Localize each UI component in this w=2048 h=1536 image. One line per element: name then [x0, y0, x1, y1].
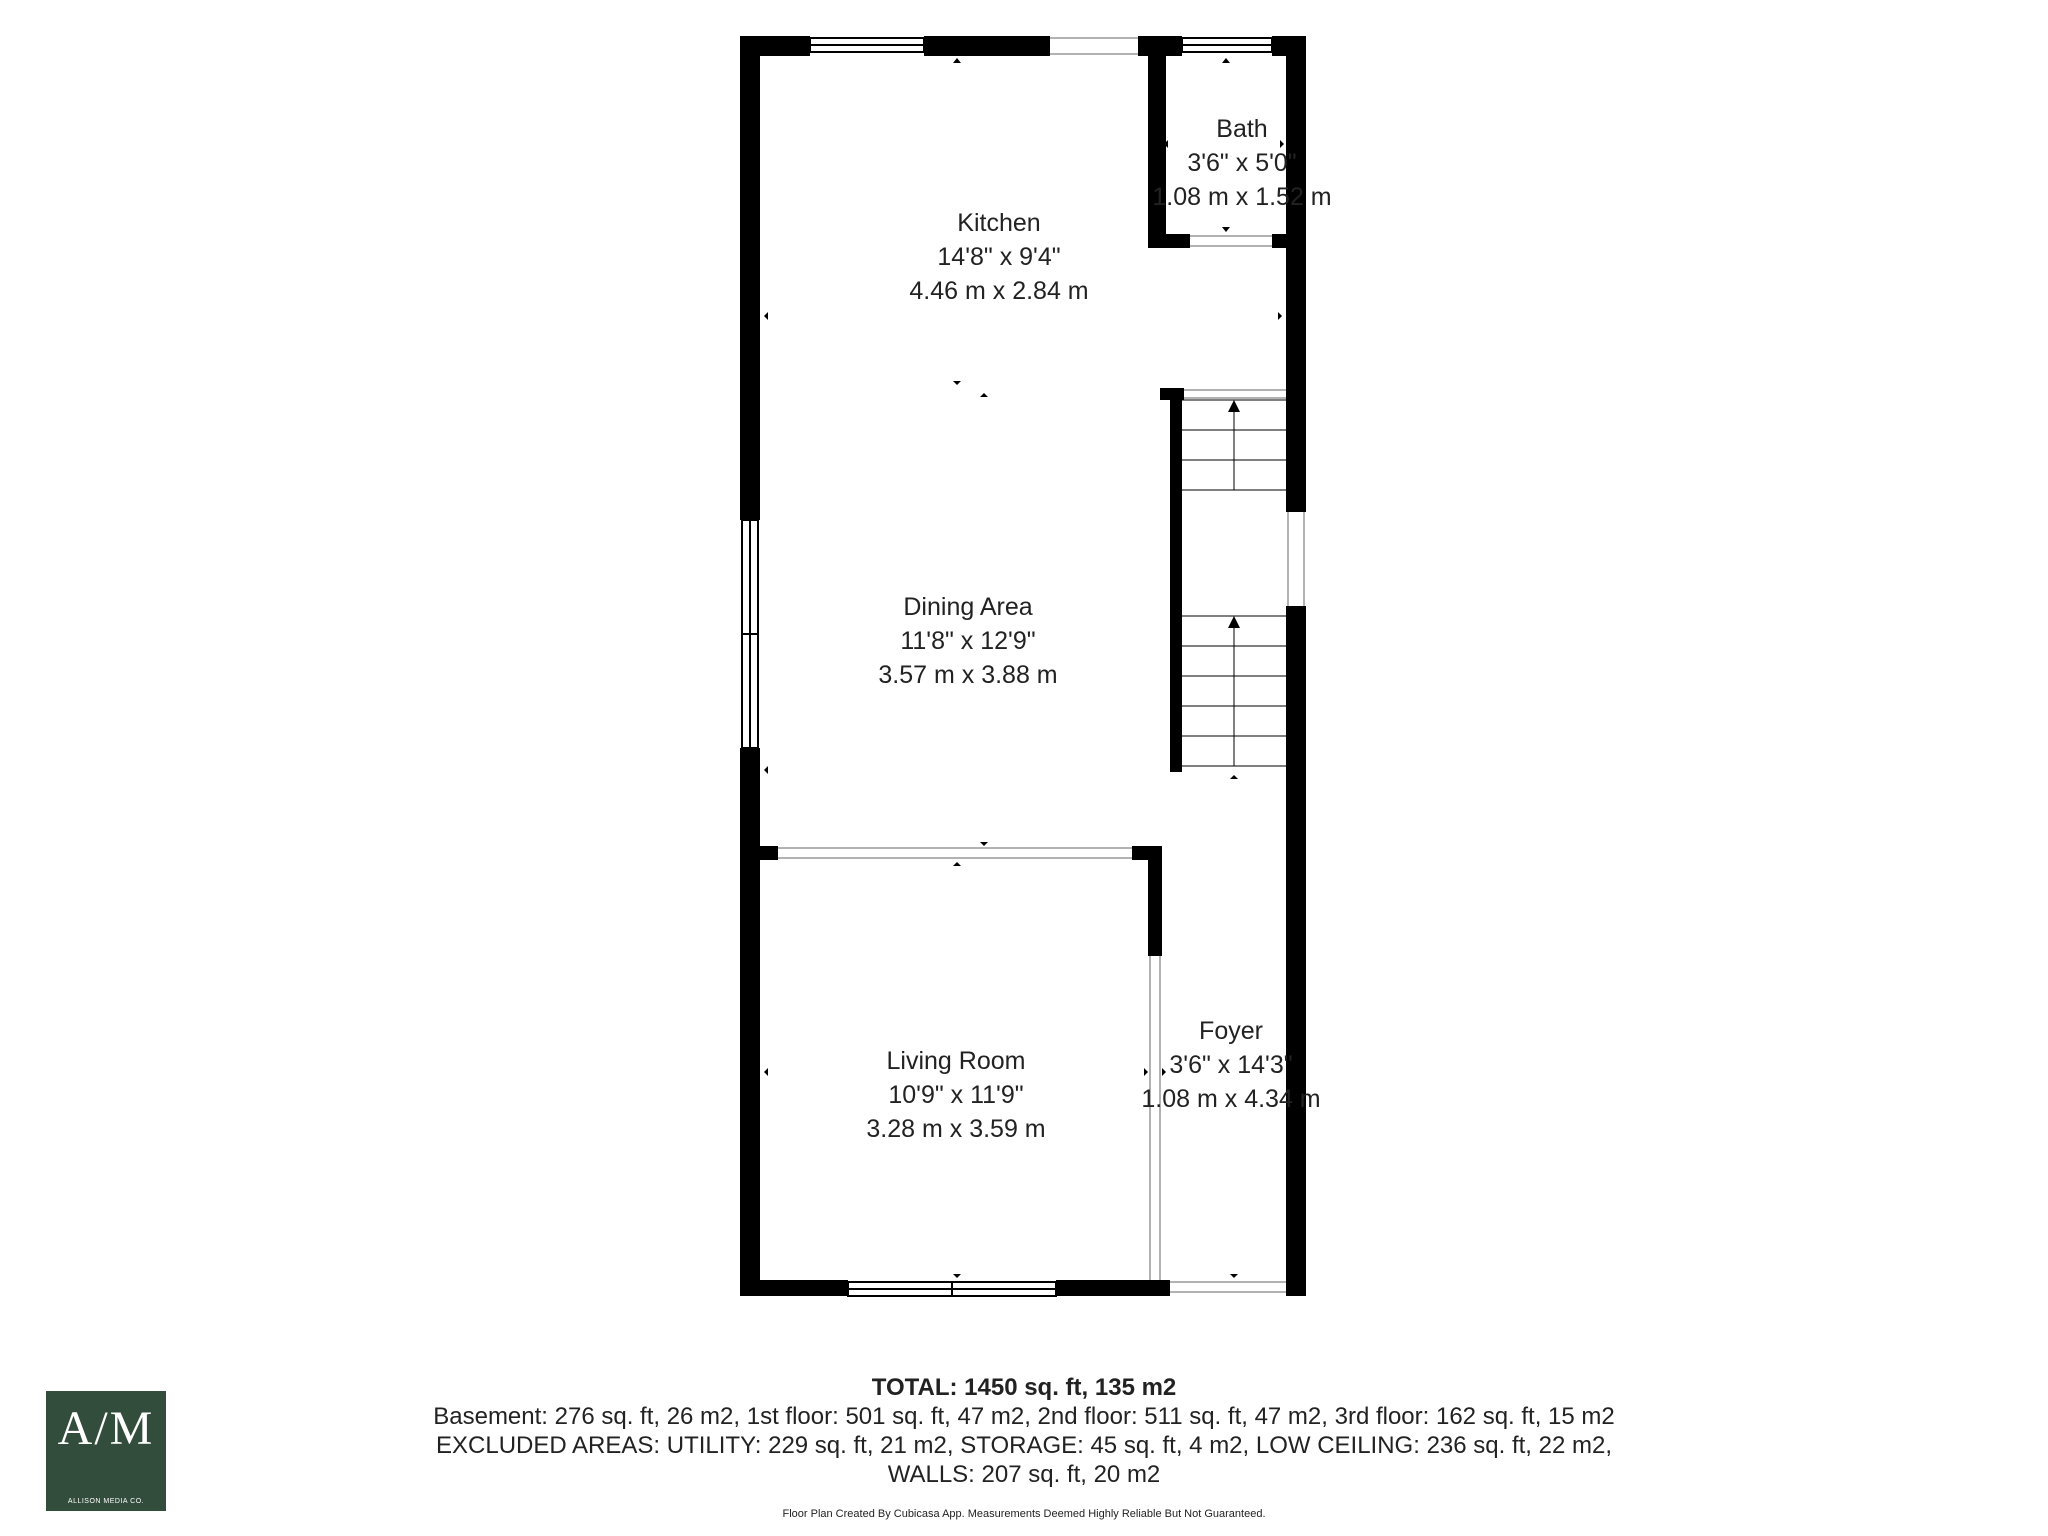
- area-summary: [0, 1374, 2048, 1489]
- room-label-bath: [1152, 112, 1331, 214]
- wall-living-top-left: [740, 846, 778, 860]
- room-imperial: 3'6" x 14'3": [1169, 1051, 1293, 1079]
- logo-monogram: A/M: [57, 1402, 155, 1455]
- room-name: Dining Area: [903, 593, 1033, 621]
- walls-area: WALLS: 207 sq. ft, 20 m2: [887, 1461, 1161, 1488]
- wall-bath-bottom-1: [1148, 234, 1190, 248]
- floor-areas: Basement: 276 sq. ft, 26 m2, 1st floor: 501 sq. ft, 47 m2, 2nd floor: 511 sq. ft, 47 m2, 3rd floor: 162 sq. ft, 15 m2: [433, 1403, 1615, 1430]
- room-name: Living Room: [886, 1047, 1026, 1075]
- logo-brand: ALLISON MEDIA CO.: [67, 1498, 145, 1505]
- wall-top-2: [924, 36, 1050, 56]
- stair-arrow-up-icon: [1228, 400, 1240, 412]
- logo: [46, 1391, 166, 1511]
- disclaimer: Floor Plan Created By Cubicasa App. Measurements Deemed Highly Reliable But Not Guaranteed.: [782, 1508, 1266, 1520]
- room-metric: 1.08 m x 1.52 m: [1152, 183, 1332, 211]
- room-imperial: 10'9" x 11'9": [888, 1081, 1024, 1109]
- room-label-foyer: [1141, 1014, 1320, 1116]
- wall-stair-left: [1170, 388, 1182, 772]
- room-imperial: 3'6" x 5'0": [1187, 149, 1297, 177]
- room-label-kitchen: [909, 206, 1088, 308]
- room-imperial: 14'8" x 9'4": [937, 243, 1061, 271]
- excluded-areas: EXCLUDED AREAS: UTILITY: 229 sq. ft, 21 m2, STORAGE: 45 sq. ft, 4 m2, LOW CEILING: 236 sq. ft, 22 m2,: [436, 1432, 1612, 1459]
- wall-top-1: [740, 36, 810, 56]
- wall-right-upper: [1286, 36, 1306, 512]
- wall-bath-bottom-2: [1272, 234, 1286, 248]
- room-name: Bath: [1216, 115, 1268, 143]
- wall-living-right: [1148, 846, 1162, 956]
- room-name: Kitchen: [957, 209, 1041, 237]
- room-imperial: 11'8" x 12'9": [900, 627, 1036, 655]
- room-metric: 1.08 m x 4.34 m: [1141, 1085, 1321, 1113]
- total-area: TOTAL: 1450 sq. ft, 135 m2: [871, 1374, 1177, 1401]
- stairs: [1182, 400, 1286, 766]
- wall-bottom-2: [1056, 1280, 1170, 1296]
- wall-bottom-1: [740, 1280, 848, 1296]
- wall-bottom-3: [1286, 1280, 1306, 1296]
- room-label-living: [866, 1044, 1045, 1146]
- room-name: Foyer: [1199, 1017, 1263, 1045]
- wall-left-upper: [740, 36, 760, 520]
- room-metric: 4.46 m x 2.84 m: [909, 277, 1089, 305]
- room-label-dining: [878, 590, 1057, 692]
- wall-left-lower: [740, 748, 760, 1296]
- wall-right-lower: [1286, 606, 1306, 1296]
- stair-arrow-up-icon: [1228, 616, 1240, 628]
- room-metric: 3.57 m x 3.88 m: [878, 661, 1058, 689]
- room-metric: 3.28 m x 3.59 m: [866, 1115, 1046, 1143]
